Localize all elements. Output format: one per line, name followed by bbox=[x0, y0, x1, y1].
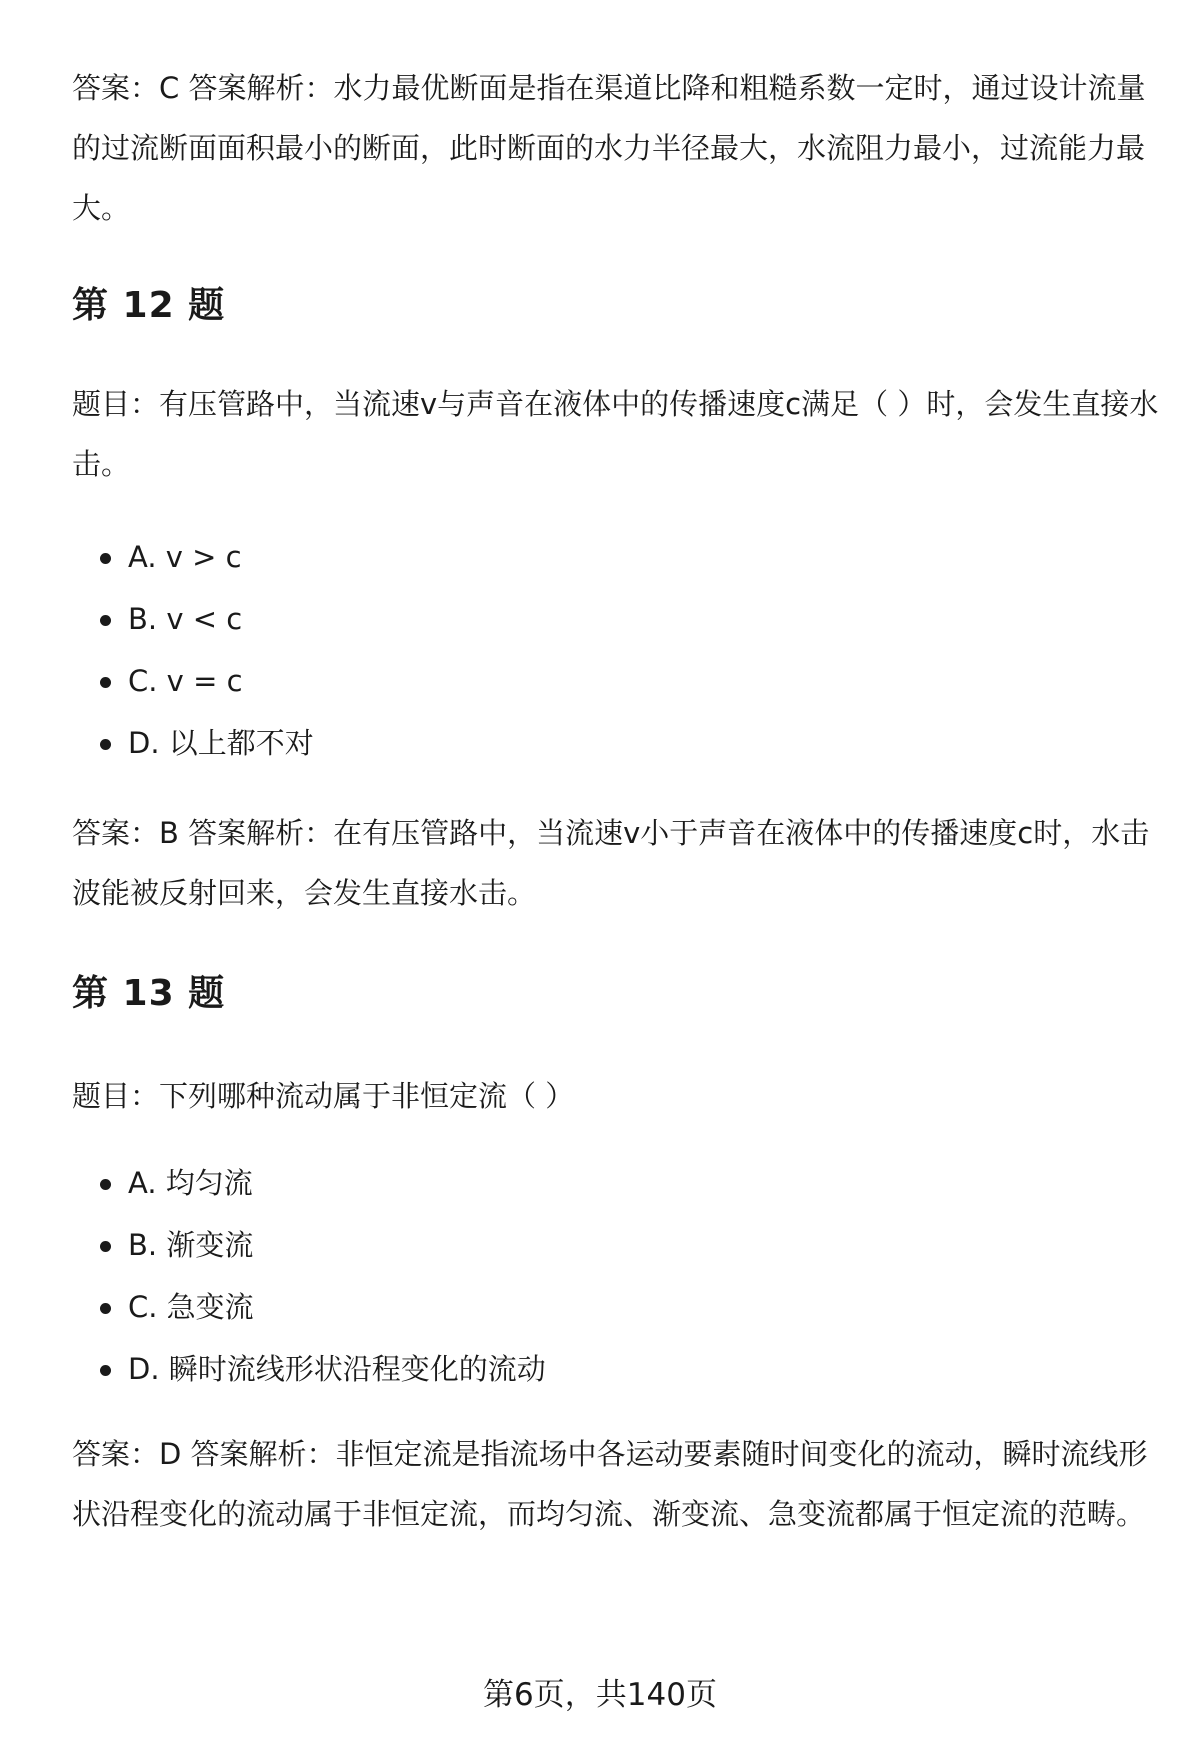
q12-option-d: D. 以上都不对 bbox=[72, 712, 1072, 774]
bullet-icon bbox=[100, 1179, 111, 1190]
bullet-icon bbox=[100, 739, 111, 750]
bullet-icon bbox=[100, 677, 111, 688]
q13-options bbox=[72, 1152, 1072, 1400]
q13-heading: 第 13 题 bbox=[72, 973, 226, 1014]
q12-heading: 第 12 题 bbox=[72, 285, 226, 326]
q12-option-a: A. v > c bbox=[72, 526, 1072, 588]
q12-options bbox=[72, 526, 1072, 774]
bullet-icon bbox=[100, 1365, 111, 1376]
bullet-icon bbox=[100, 1241, 111, 1252]
page-number: 第6页，共140页 bbox=[483, 1677, 717, 1713]
q12-option-b: B. v < c bbox=[72, 588, 1072, 650]
bullet-icon bbox=[100, 615, 111, 626]
q13-option-c: C. 急变流 bbox=[72, 1276, 1072, 1338]
q13-option-d: D. 瞬时流线形状沿程变化的流动 bbox=[72, 1338, 1072, 1400]
bullet-icon bbox=[100, 1303, 111, 1314]
q13-option-b: B. 渐变流 bbox=[72, 1214, 1072, 1276]
bullet-icon bbox=[100, 553, 111, 564]
q13-answer: 答案：D 答案解析：非恒定流是指流场中各运动要素随时间变化的流动，瞬时流线形状沿程变化的流动属于非恒定流，而均匀流、渐变流、急变流都属于恒定流的范畴。 bbox=[72, 1437, 1148, 1531]
q11-answer: 答案：C 答案解析：水力最优断面是指在渠道比降和粗糙系数一定时，通过设计流量的过流断面面积最小的断面，此时断面的水力半径最大，水流阻力最小，过流能力最大。 bbox=[72, 71, 1146, 225]
q12-option-c: C. v = c bbox=[72, 650, 1072, 712]
q13-option-a: A. 均匀流 bbox=[72, 1152, 1072, 1214]
q12-question: 题目：有压管路中，当流速v与声音在液体中的传播速度c满足（ ）时，会发生直接水击。 bbox=[72, 387, 1159, 481]
q12-answer: 答案：B 答案解析：在有压管路中，当流速v小于声音在液体中的传播速度c时，水击波能被反射回来，会发生直接水击。 bbox=[72, 816, 1150, 910]
q13-question: 题目：下列哪种流动属于非恒定流（ ） bbox=[72, 1079, 575, 1113]
